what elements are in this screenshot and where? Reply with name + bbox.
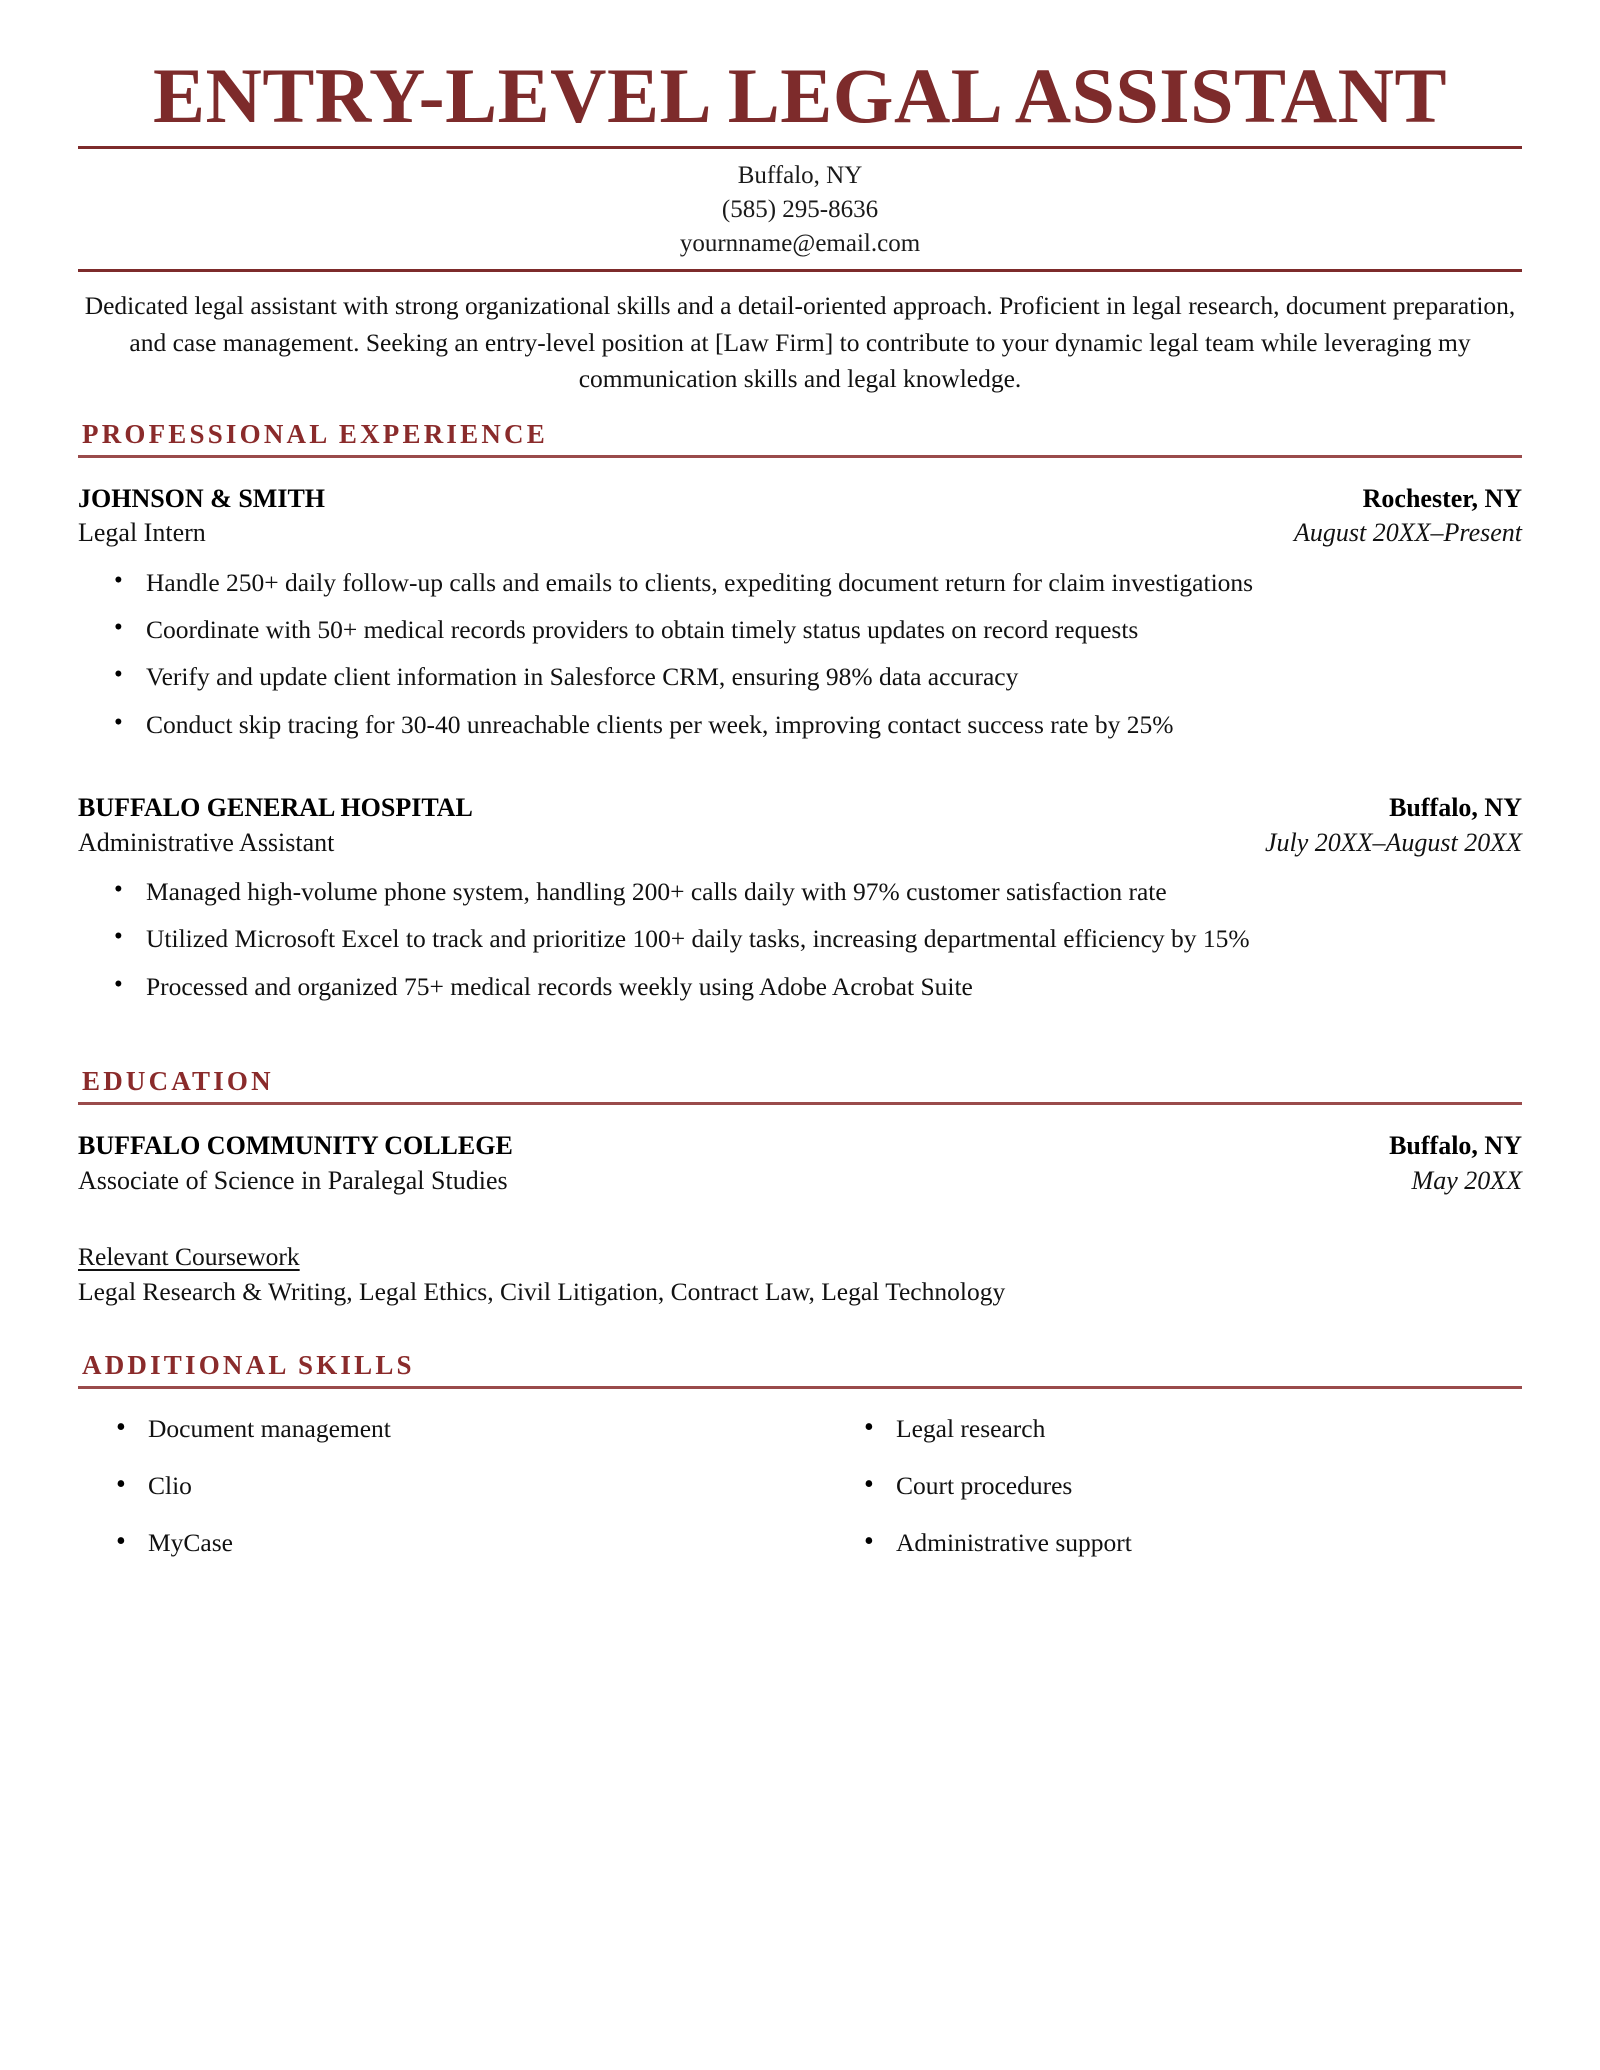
list-item: • Document management <box>92 1411 800 1447</box>
skills-columns <box>78 1411 1522 1581</box>
employer-location: Buffalo, NY <box>1389 793 1522 823</box>
skills-list-left <box>92 1411 800 1560</box>
job-dates: July 20XX–August 20XX <box>1264 827 1522 857</box>
list-item: • Court procedures <box>840 1468 1522 1504</box>
section-divider-education <box>78 1102 1522 1105</box>
section-spacer <box>78 1016 1522 1050</box>
school-name: BUFFALO COMMUNITY COLLEGE <box>78 1131 513 1161</box>
skills-list-right <box>840 1411 1522 1560</box>
skills-column-right <box>800 1411 1522 1581</box>
school-location: Buffalo, NY <box>1389 1131 1522 1161</box>
job-dates: August 20XX–Present <box>1294 518 1522 548</box>
section-heading-education: EDUCATION <box>82 1066 274 1097</box>
page-title: ENTRY-LEVEL LEGAL ASSISTANT <box>153 52 1447 139</box>
list-item: • Handle 250+ daily follow-up calls and emails to clients, expediting document return for claim investigations <box>78 565 1491 601</box>
professional-summary: Dedicated legal assistant with strong organizational skills and a detail-oriented approach. Proficient in legal research, document preparation, and case management. Seeking an entry-level position at [Law Firm] to contribute to your dynamic legal team while leveraging my communication skills and legal knowledge. <box>84 291 1516 393</box>
list-item: • Conduct skip tracing for 30-40 unreachable clients per week, improving contact success rate by 25% <box>78 707 1491 743</box>
contact-email[interactable]: yournname@email.com <box>679 230 921 258</box>
list-item: • Administrative support <box>840 1525 1522 1561</box>
section-divider-skills <box>78 1386 1522 1389</box>
skills-column-left <box>78 1411 800 1581</box>
list-item: • Clio <box>92 1468 800 1504</box>
employer-name: JOHNSON & SMITH <box>78 483 326 513</box>
relevant-coursework-block <box>78 1242 1522 1310</box>
list-item: • Utilized Microsoft Excel to track and prioritize 100+ daily tasks, increasing departmental efficiency by 15% <box>78 921 1491 957</box>
section-spacer <box>78 1310 1522 1320</box>
section-divider-experience <box>78 455 1522 458</box>
job-title: Administrative Assistant <box>78 827 335 857</box>
contact-phone[interactable]: (585) 295-8636 <box>721 196 879 224</box>
experience-entry-header <box>78 791 1522 825</box>
relevant-coursework-text: Legal Research & Writing, Legal Ethics, Civil Litigation, Contract Law, Legal Technology <box>78 1276 1006 1306</box>
section-heading-skills: ADDITIONAL SKILLS <box>82 1350 415 1381</box>
relevant-coursework-label: Relevant Coursework <box>78 1241 300 1271</box>
contact-block <box>78 149 1522 269</box>
education-entry-header <box>78 1129 1522 1163</box>
section-heading-experience: PROFESSIONAL EXPERIENCE <box>82 418 548 449</box>
experience-entry <box>78 482 1522 743</box>
contact-location: Buffalo, NY <box>737 162 863 190</box>
list-item: • Verify and update client information in Salesforce CRM, ensuring 98% data accuracy <box>78 659 1491 695</box>
experience-bullet-list <box>78 874 1522 1005</box>
resume-header <box>78 52 1522 272</box>
employer-name: BUFFALO GENERAL HOSPITAL <box>78 793 473 823</box>
experience-entry-header <box>78 482 1522 516</box>
experience-bullet-list <box>78 565 1522 744</box>
section-professional-experience <box>78 419 1522 1005</box>
experience-entry-subheader <box>78 516 1522 550</box>
list-item: • Processed and organized 75+ medical records weekly using Adobe Acrobat Suite <box>78 969 1491 1005</box>
job-title: Legal Intern <box>78 518 206 548</box>
experience-entry-subheader <box>78 826 1522 860</box>
employer-location: Rochester, NY <box>1362 483 1522 513</box>
education-entry-subheader <box>78 1164 1522 1198</box>
section-education <box>78 1066 1522 1310</box>
list-item: • Coordinate with 50+ medical records providers to obtain timely status updates on record requests <box>78 612 1491 648</box>
section-additional-skills <box>78 1350 1522 1581</box>
list-item: • MyCase <box>92 1525 800 1561</box>
degree-name: Associate of Science in Paralegal Studies <box>78 1165 508 1195</box>
education-entry <box>78 1129 1522 1198</box>
list-item: • Managed high-volume phone system, handling 200+ calls daily with 97% customer satisfaction rate <box>78 874 1491 910</box>
experience-entry <box>78 791 1522 1005</box>
list-item: • Legal research <box>840 1411 1522 1447</box>
graduation-date: May 20XX <box>1411 1165 1522 1195</box>
